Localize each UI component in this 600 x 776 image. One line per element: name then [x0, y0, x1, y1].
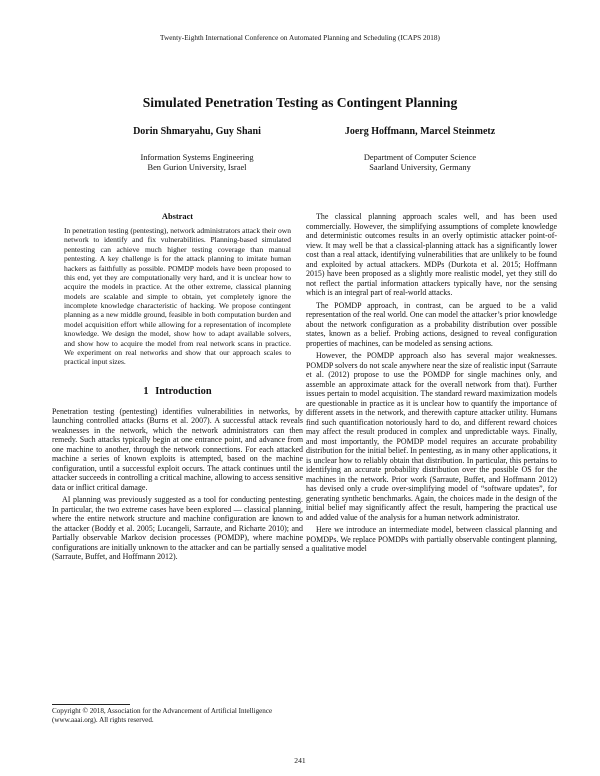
conference-header: Twenty-Eighth International Conference on Automated Planning and Scheduling (ICAPS 2018): [160, 34, 440, 42]
right-column: [306, 212, 557, 554]
paper-title: Simulated Penetration Testing as Contingent Planning: [142, 95, 458, 110]
left-column: [52, 212, 303, 562]
copyright-footnote: Copyright © 2018, Association for the Advancement of Artificial Intelligence (www.aaai.org). All rights reserved.: [52, 707, 273, 724]
abstract-text: In penetration testing (pentesting), network administrators attack their own network to identify and fix vulnerabilities. Planning-based simulated pentesting can achieve much higher testing coverage than manual pentesting. A key challenge is for the attack planning to imitate human hackers as faithfully as possible. POMDP models have been proposed to this end, yet they are computationally very hard, and it is unclear how to acquire the models in practice. At the other extreme, classical planning models are scalable and simple to obtain, yet completely ignore the incomplete knowledge characteristic of hacking. We propose contingent planning as a new middle ground, feasible in both computation burden and model acquisition effort while allowing for a representation of incomplete knowledge. We design the model, show how to adapt available solvers, and show how to acquire the model from real network scans in practice. We experiment on real networks and show that our approach scales to practical input sizes.: [64, 226, 291, 367]
body-paragraph: However, the POMDP approach also has several major weaknesses. POMDP solvers do not scale anywhere near the size of realistic input (Sarraute et al. (2012) propose to use the POMDP for single machines only, and assemble an approximate attack for the overall network from that). Further issues pertain to model acquisition. The standard reward maximization models are questionable in practice as it is unclear how to quantify the importance of different assets in the network, and therewith capture attacker utility. Humans find such quantification notoriously hard to do, and different reward choices may affect the result produced in complex and unpredictable ways. Finally, and most importantly, the POMDP model requires an accurate probability distribution for the initial belief. In pentesting, as in many other applications, it is unclear how to reliably obtain that distribution. In particular, this pertains to identifying an accurate probability distribution over the possible OS for the machines in the network. Prior work (Sarraute, Buffet, and Hoffmann 2012) has devised only a crude over-simplifying model of “software updates”, for generating synthetic benchmarks. Again, the choices made in the design of the initial belief may significantly affect the result, hampering the practical use and added value of the analysis for a human network administrator.: [306, 351, 557, 522]
body-paragraph: The POMDP approach, in contrast, can be argued to be a valid representation of the real world. One can model the attacker’s prior knowledge about the network configuration as a probability distribution over possible states, known as a belief. Probing actions, designed to reveal configuration properties of machines, can be modeled as sensing actions.: [306, 300, 557, 348]
author-block-right: [305, 126, 535, 174]
affiliation-line: Department of Computer Science: [363, 153, 477, 162]
author-affiliation: [305, 153, 535, 174]
section-heading-introduction: 1 Introduction: [143, 385, 212, 397]
affiliation-line: Information Systems Engineering: [140, 153, 254, 162]
author-affiliation: [82, 153, 312, 174]
affiliation-line: Saarland University, Germany: [369, 163, 471, 173]
body-paragraph: Penetration testing (pentesting) identifies vulnerabilities in networks, by launching controlled attacks (Burns et al. 2007). A successful attack reveals weaknesses in the network, which the network administrators can then remedy. Such attacks typically begin at one entrance point, and advance from one machine to another, through the network connections. For each attacked machine a series of known exploits is attempted, based on the machine configuration, until a successful exploit occurs. The attack continues until the attacker succeeds in controlling a critical machine, allowing to access sensitive data or inflict critical damage.: [52, 406, 303, 492]
page-number: 241: [294, 756, 306, 765]
author-names: Dorin Shmaryahu, Guy Shani: [133, 126, 261, 137]
body-paragraph: AI planning was previously suggested as a tool for conducting pentesting. In particular, the two extreme cases have been explored — classical planning, where the entire network structure and machine configuration are known to the attacker (Boddy et al. 2005; Lucangeli, Sarraute, and Richarte 2010); and Partially observable Markov decision processes (POMDP), where machine configurations are initially unknown to the attacker and can be partially sensed (Sarraute, Buffet, and Hoffmann 2012).: [52, 495, 303, 562]
abstract-heading: Abstract: [161, 212, 194, 221]
affiliation-line: Ben Gurion University, Israel: [147, 163, 247, 173]
body-paragraph: Here we introduce an intermediate model, between classical planning and POMDPs. We replace POMDPs with partially observable contingent planning, a qualitative model: [306, 525, 557, 553]
body-paragraph: The classical planning approach scales well, and has been used commercially. However, the simplifying assumptions of complete knowledge and deterministic outcomes results in an overly optimistic attacker point-of-view. It may well be that a classical-planning attack has a significantly lower cost than a real attack, identifying vulnerabilities that are unlikely to be found and exploited by actual attackers. MDPs (Durkota et al. 2015; Hoffmann 2015) have been proposed as a slightly more realistic model, yet they still do not reflect the partial information attackers typically have, nor the sensing which is an integral part of real-world attacks.: [306, 212, 557, 297]
footnote-divider: [52, 704, 130, 705]
author-block-left: [82, 126, 312, 174]
author-names: Joerg Hoffmann, Marcel Steinmetz: [344, 126, 496, 137]
